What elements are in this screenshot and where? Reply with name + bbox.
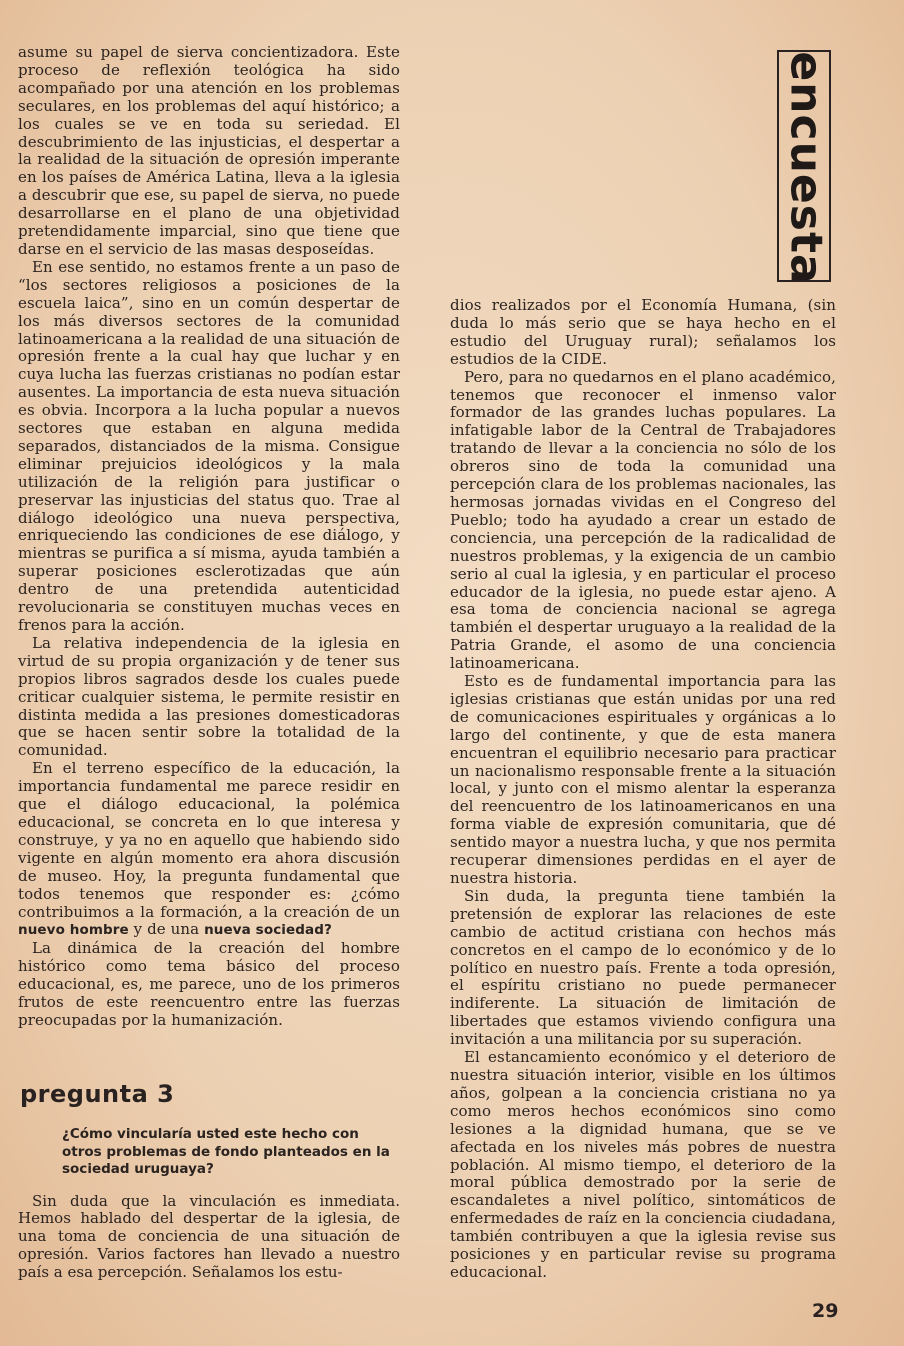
paragraph: La relativa independencia de la iglesia en virtud de su propia organización y de tener sus propios libros sagrados desde los cuales puede criticar cualquier sistema, le permite resistir en distinta medida a las presiones domesticadoras que se hacen sentir sobre la totalidad de la comunidad. — [18, 633, 400, 760]
left-column — [18, 44, 400, 1030]
bold-phrase: nueva sociedad? — [204, 922, 332, 939]
paragraph: En ese sentido, no estamos frente a un paso de “los sectores religiosos a posiciones de la escuela laica”, sino en un común despertar de los más diversos sectores de la comunidad latinoamericana a la realidad de una situación de opresión frente a la cual hay que luchar y en cuya lucha las fuerzas cristianas no podían estar ausentes. La importancia de esta nueva situación es obvia. Incorpora a la lucha popular a nuevos sectores que estaban en alguna medida separados, distanciados de la misma. Consigue eliminar prejuicios ideológicos y la mala utilización de la religión para justificar o preservar las injusticias del status quo. Trae al diálogo ideológico una nueva perspectiva, enriqueciendo las condiciones de ese diálogo, y mientras se purifica a sí misma, ayuda también a superar posiciones esclerotizadas que aún dentro de una pretendida autenticidad revolucionaria se constituyen muchas veces en frenos para la acción. — [18, 257, 400, 634]
bold-phrase: nuevo hombre — [18, 922, 129, 939]
section-tag: encuesta — [780, 51, 832, 285]
page-number: 29 — [812, 1300, 839, 1322]
question-answer — [18, 1193, 400, 1283]
paragraph: Sin duda, la pregunta tiene también la pretensión de explorar las relaciones de este cambio de actitud cristiana con hechos más concretos en el campo de lo económico y de lo político en nuestro país. Frente a toda opresión, el espíritu cristiano no puede permanecer indiferente. La situación de limitación de libertades que estamos viviendo configura una invitación a una militancia por su superación. — [450, 886, 836, 1049]
paragraph: dios realizados por el Economía Humana, (sin duda lo más serio que se haya hecho en el estudio del Uruguay rural); señalamos los estudios de la CIDE. — [450, 296, 836, 368]
paragraph-text: En el terreno específico de la educación, la importancia fundamental me parece residir en que el diálogo educacional, la polémica educacional, se concreta en lo que interesa y construye, y ya no en aquello que habiendo sido vigente en algún momento era ahora discusión de museo. Hoy, la pregunta fundamental que todos tenemos que responder es: ¿cómo contribuimos a la formación, a la creación de un — [18, 759, 400, 921]
paragraph: Esto es de fundamental importancia para las iglesias cristianas que están unidas por una red de comunicaciones espirituales y orgánicas a lo largo del continente, y que de esta manera encuentran el equilibrio necesario para practicar un nacionalismo responsable frente a la situación local, y junto con el mismo alentar la esperanza del reencuentro de los latinoamericanos en una forma viable de expresión comunitaria, que dé sentido mayor a nuestra lucha, y que nos permita recuperar dimensiones perdidas en el ayer de nuestra historia. — [450, 672, 836, 887]
education-paragraph — [18, 760, 400, 940]
section-tag-box — [777, 50, 832, 285]
paragraph-text: y de una — [128, 920, 205, 939]
paragraph: El estancamiento económico y el deterioro de nuestra situación interior, visible en los últimos años, golpean a la conciencia cristiana no ya como meros hechos económicos sino como lesiones a la dignidad humana, que se ve afectada en los niveles más pobres de nuestra población. Al mismo tiempo, el deterioro de la moral pública demostrado por la serie de escandaletes a nivel político, sintomáticos de enfermedades de raíz en la conciencia ciudadana, también contribuyen a que la iglesia revise sus posiciones y en particular revise su programa educacional. — [450, 1048, 836, 1281]
paragraph: La dinámica de la creación del hombre histórico como tema básico del proceso educacional, es, me parece, uno de los primeros frutos de este reencuentro entre las fuerzas preocupadas por la humanización. — [18, 939, 400, 1029]
paragraph: asume su papel de sierva concientizadora. Este proceso de reflexión teológica ha sido acompañado por una atención en los problemas seculares, en los problemas del aquí histórico; a los cuales se ve en toda su seriedad. El descubrimiento de las injusticias, el despertar a la realidad de la situación de opresión imperante en los países de América Latina, lleva a la iglesia a descubrir que ese, su papel de sierva, no puede desarrollarse en el plano de una objetividad pretendidamente imparcial, sino que tiene que darse en el servicio de las masas desposeídas. — [18, 43, 400, 258]
question-heading: pregunta 3 — [20, 1080, 175, 1108]
question-text: ¿Cómo vincularía usted este hecho con otros problemas de fondo planteados en la sociedad uruguaya? — [62, 1126, 390, 1177]
paragraph: Pero, para no quedarnos en el plano académico, tenemos que reconocer el inmenso valor formador de las grandes luchas populares. La infatigable labor de la Central de Trabajadores tratando de llevar a la conciencia no sólo de los obreros sino de toda la comunidad una percepción clara de los problemas nacionales, las hermosas jornadas vividas en el Congreso del Pueblo; todo ha ayudado a crear un estado de conciencia, una percepción de la radicalidad de nuestros problemas, y la exigencia de un cambio serio al cual la iglesia, y en particular el proceso educador de la iglesia, no puede estar ajeno. A esa toma de conciencia nacional se agrega también el despertar uruguayo a la realidad de la Patria Grande, el asomo de una conciencia latinoamericana. — [450, 367, 836, 673]
right-column — [450, 297, 836, 1282]
paragraph: Sin duda que la vinculación es inmediata. Hemos hablado del despertar de la iglesia, de una toma de conciencia de una situación de opresión. Varios factores han llevado a nuestro país a esa percepción. Señalamos los estu- — [18, 1191, 400, 1282]
question-block — [18, 1080, 400, 1282]
